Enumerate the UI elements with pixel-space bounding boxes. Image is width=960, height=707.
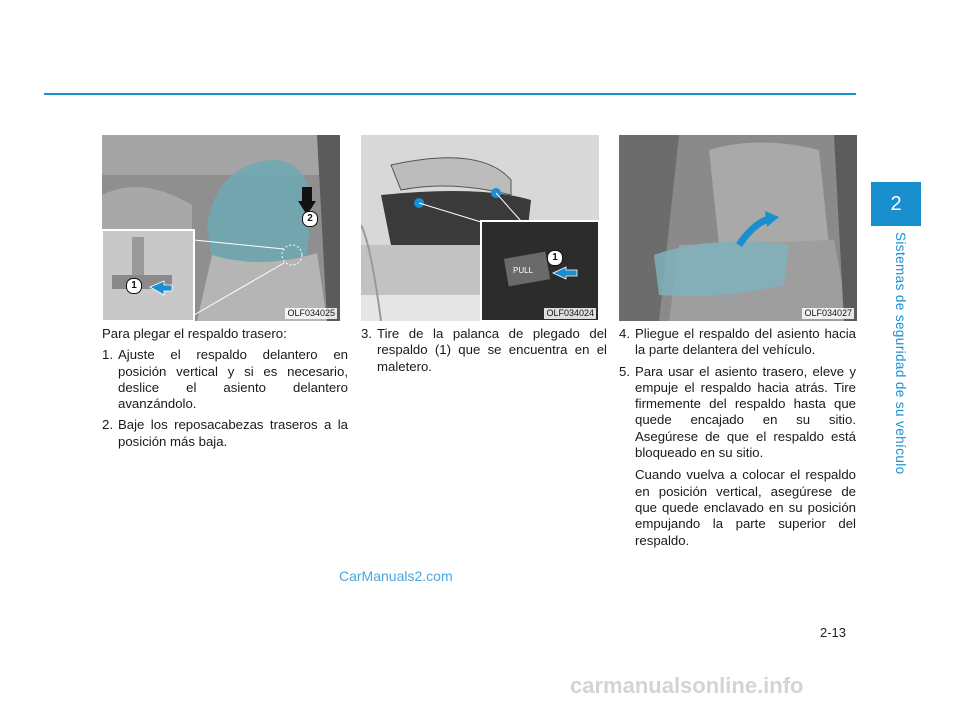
- chapter-title: Sistemas de seguridad de su vehículo: [893, 232, 908, 475]
- figure-headrest: [102, 135, 340, 321]
- step-number: 1.: [102, 347, 113, 363]
- callout-1: 1: [547, 250, 563, 266]
- step-5: [619, 364, 856, 462]
- watermark-online: carmanualsonline.info: [570, 673, 804, 698]
- step-2: [102, 417, 348, 450]
- trunk-illustration: [361, 135, 599, 321]
- lever-label: PULL: [513, 266, 534, 275]
- figure-code: OLF034024: [546, 308, 594, 318]
- callout-1: 1: [126, 278, 142, 294]
- rear-seat-illustration: [619, 135, 857, 321]
- column-1: [102, 326, 348, 455]
- header-rule: [44, 93, 856, 95]
- note-text: Cuando vuelva a colocar el respaldo en posición vertical, asegúrese de que quede enclavado en su posición empujando la parte superior del respaldo.: [635, 467, 856, 548]
- step-number: 4.: [619, 326, 630, 341]
- step-1: [102, 347, 348, 412]
- page-number: 2-13: [820, 625, 847, 640]
- column-2: [361, 326, 607, 380]
- step-text: Ajuste el respaldo delantero en posición vertical y si es necesario, deslice el asiento delantero avanzándolo.: [118, 347, 348, 412]
- step-text: Pliegue el respaldo del asiento hacia la parte delantera del vehículo.: [635, 326, 856, 358]
- figure-trunk: [361, 135, 599, 321]
- step-number: 5.: [619, 363, 630, 379]
- step-number: 2.: [102, 417, 113, 433]
- step-4: [619, 326, 856, 359]
- intro-text: Para plegar el respaldo trasero:: [102, 326, 287, 341]
- watermark-carmanuals[interactable]: CarManuals2.com: [339, 568, 453, 584]
- figure-rear-seat: [619, 135, 857, 321]
- figure-code: OLF034027: [804, 308, 852, 318]
- column-3: [619, 326, 856, 549]
- step-number: 3.: [361, 326, 372, 341]
- step-text: Tire de la palanca de plegado del respaldo (1) que se encuentra en el maletero.: [377, 326, 607, 374]
- step-3: [361, 326, 607, 375]
- step-text: Baje los reposacabezas traseros a la posición más baja.: [118, 417, 348, 449]
- callout-2: 2: [302, 211, 318, 227]
- chapter-tab: 2: [871, 182, 921, 226]
- figure-code: OLF034025: [287, 308, 335, 318]
- step-text: Para usar el asiento trasero, eleve y empuje el respaldo hacia atrás. Tire firmemente del respaldo hasta que quede encajado en su sitio. Asegúrese de que el respaldo está bloqueado en su sitio.: [635, 363, 856, 461]
